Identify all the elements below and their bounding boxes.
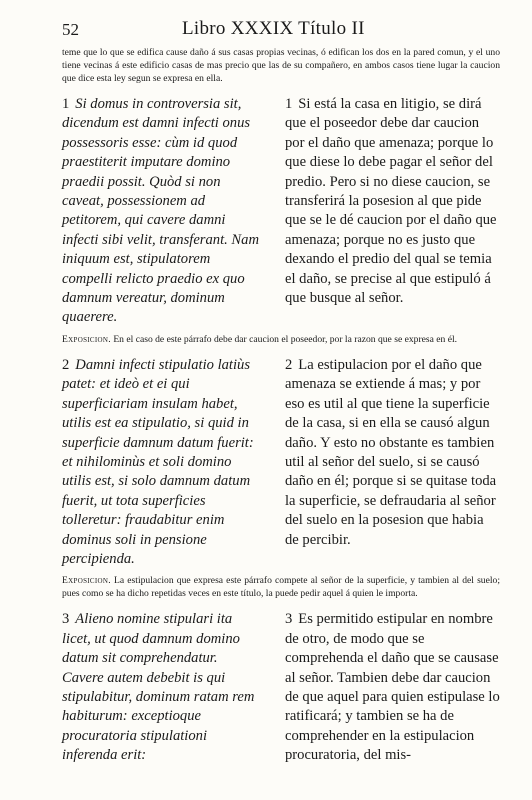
latin-text: Alieno nomine stipulari ita licet, ut quod damnum domino datum sit comprehendatur. Cavere autem debebit is qui stipulabitur, dominum ratam rem habiturum: exceptioque procuratoria stipulationi inferenda erit:	[62, 611, 255, 764]
page-header	[62, 18, 500, 46]
latin-column	[62, 356, 262, 569]
paragraph-number: 3	[62, 611, 70, 628]
page-number: 52	[62, 20, 79, 39]
exposicion-text: En el caso de este párrafo debe dar caucion el poseedor, por la razon que se expresa en él.	[113, 333, 458, 345]
intro-note: teme que lo que se edifica cause daño á sus casas propias vecinas, ó edifican los dos en la pared comun, y el uno tiene vecinas á este edificio casas de mas precio que las de su compañero, en ambos casos tiene lugar la caucion que dice esta ley segun se expresa en ella.	[62, 47, 500, 84]
spanish-column	[285, 610, 500, 765]
exposicion-1	[62, 333, 500, 346]
paragraph-number: 2	[62, 356, 70, 373]
exposicion-label: Exposicion.	[62, 575, 111, 587]
running-title: Libro XXXIX Título II	[182, 18, 365, 39]
paragraph-1	[62, 95, 500, 328]
exposicion-2	[62, 574, 500, 600]
paragraph-number: 1	[285, 96, 293, 112]
exposicion-label: Exposicion.	[62, 333, 111, 345]
latin-text: Si domus in controversia sit, dicendum est damni infecti onus possessoris esse: cùm id quod praestiterit imputare domino praedii possit. Quòd si non caveat, possessionem ad petitorem, qui cavere damni infecti sibi velit, transferant. Nam iniquum est, stipulatorem compelli relicto praedio ex quo damnum vereatur, dominum quaerere.	[62, 96, 260, 326]
latin-column	[62, 610, 262, 765]
paragraph-3	[62, 610, 500, 765]
spanish-text: Si está la casa en litigio, se dirá que el poseedor debe dar caucion por el daño que amenaza; porque lo que diese lo debe pagar el señor del predio. Pero si no diese caucion, se transferirá la posesion al que pide que se le dé caucion por el daño que amenaza; porque no es justo que dexando el predio del qual se temia el daño, se precise al que estipuló á que busque al señor.	[285, 96, 497, 307]
paragraph-number: 2	[285, 356, 293, 373]
paragraph-number: 1	[62, 96, 70, 112]
paragraph-2	[62, 356, 500, 569]
exposicion-text: La estipulacion que expresa este párrafo compete al señor de la superficie, y tambien al del suelo; pues como se ha dicho repetidas veces en este título, la puede pedir aquel á quien le importa.	[62, 575, 500, 600]
paragraph-number: 3	[285, 611, 293, 628]
spanish-text: Es permitido estipular en nombre de otro, de modo que se comprehenda el daño que se causase al señor. Tambien debe dar caucion de que aquel para quien estipulase lo ratificará; y tambien se ha de comprehender en la estipulacion procuratoria, del mis-	[285, 611, 500, 764]
spanish-column	[285, 356, 500, 569]
spanish-column	[285, 95, 500, 328]
page	[62, 18, 500, 766]
latin-text: Damni infecti stipulatio latiùs patet: et ideò et ei qui superficiariam insulam habet, utilis est ea stipulatio, si quid in superficie damnum datum fuerit: et nihilominùs et soli domino utilis est, si solo damnum datum fuerit, ut tota superficies tolleretur: fraudabitur enim dominus soli in pensione percipienda.	[62, 356, 254, 567]
latin-column	[62, 95, 262, 328]
spanish-text: La estipulacion por el daño que amenaza se extiende á mas; y por eso es util al que tiene la superficie de la casa, si en ella se causó algun daño. Y esto no obstante es tambien util al señor del suelo, si se causó daño en él; porque si se quitase toda la superficie, se defraudaria al señor del suelo en la posesion que habia de percibir.	[285, 356, 497, 548]
